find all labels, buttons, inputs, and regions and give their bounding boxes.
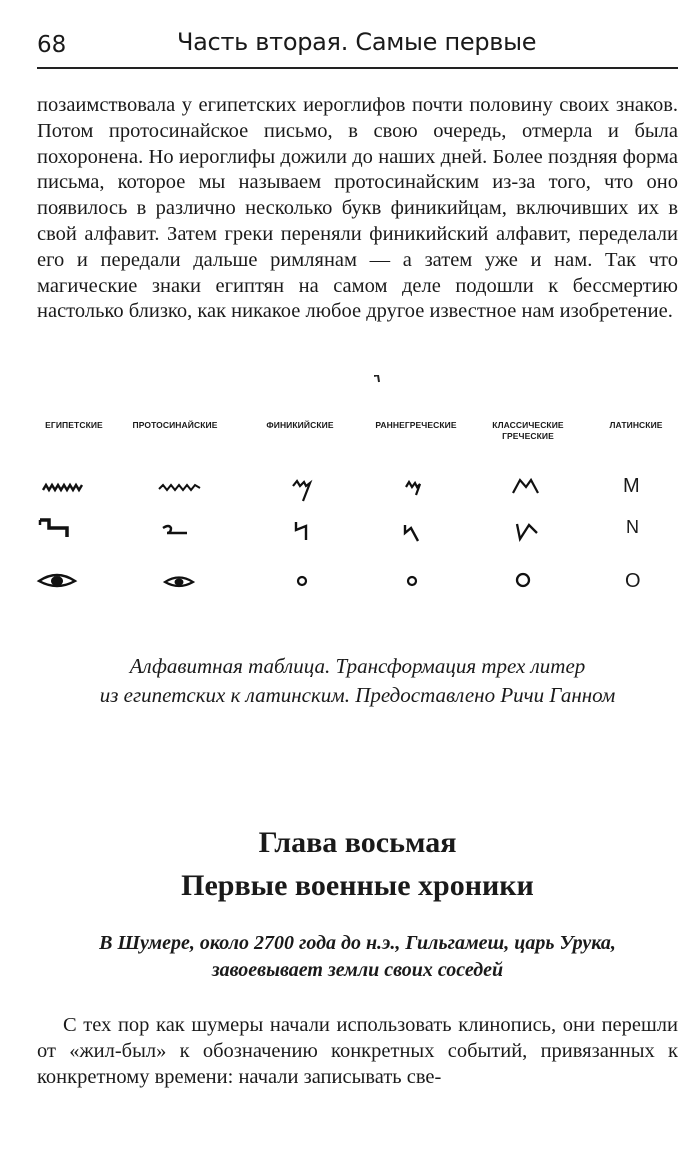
protosinaitic-water-glyph [158,483,202,493]
protosinaitic-snake-glyph [161,524,191,538]
classical-greek-omicron-glyph [515,572,531,588]
figure-caption [37,652,678,710]
column-header-protosinaitic: ПРОТОСИНАЙСКИЕ [132,420,218,430]
closing-paragraph: С тех пор как шумеры начали использовать клинопись, они перешли от «жил-был» к обозначению конкретных событий, привязанных к конкретному времени: начали записывать све- [37,1014,678,1088]
chapter-label: Глава восьмая [258,826,457,859]
column-header-latin: ЛАТИНСКИЕ [609,420,663,430]
protosinaitic-eye-glyph [163,573,195,591]
latin-letter-n: N [626,517,639,537]
early-greek-omicron-glyph [406,575,418,587]
header-rule [37,67,678,69]
running-title: Часть вторая. Самые первые [177,28,537,56]
page-number: 68 [37,32,67,58]
column-header-phoenician: ФИНИКИЙСКИЕ [266,420,334,430]
stray-mark [374,370,380,378]
phoenician-mem-glyph [292,480,314,502]
egyptian-water-glyph [42,483,84,493]
phoenician-nun-glyph [294,520,312,542]
intro-paragraph: позаимствовала у египетских иероглифов почти половину своих знаков. Потом протосинайское письмо, в свою очередь, отмерла и была похоронена. Но иероглифы дожили до наших дней. Более поздняя форма письма, которое мы называем протосинайским из-за того, что оно появилось в различно несколько букв финикийцам, включивших их в свой алфавит. Затем греки переняли финикийский алфавит, переделали его и передали дальше римлянам — а затем уже и нам. Так что магические знаки египтян на самом деле подошли к бессмертию настолько близко, как никакое любое другое известное нам изобретение. [37,94,678,323]
latin-letter-o: O [625,570,641,592]
page-header [37,22,678,66]
column-header-egyptian: ЕГИПЕТСКИЕ [45,420,103,430]
alphabet-table [37,420,678,610]
subtitle-line-1: В Шумере, около 2700 года до н.э., Гильгамеш, царь Урука, [99,932,616,954]
caption-line-1: Алфавитная таблица. Трансформация трех литер [129,654,586,678]
chapter-title: Первые военные хроники [181,869,534,902]
caption-line-2: из египетских к латинским. Предоставлено Ричи Ганном [99,683,616,707]
egyptian-cobra-glyph [37,517,69,541]
classical-greek-nu-glyph [515,521,541,541]
classical-greek-mu-glyph [512,478,540,494]
early-greek-mu-glyph [405,481,423,497]
chapter-subtitle [37,930,678,984]
column-header-early-greek: РАННЕГРЕЧЕСКИЕ [375,420,457,430]
phoenician-ayin-glyph [296,575,308,587]
latin-letter-m: M [623,475,640,497]
subtitle-line-2: завоевывает земли своих соседей [211,959,504,981]
column-header-classical-greek: КЛАССИЧЕСКИЕ ГРЕЧЕСКИЕ [492,420,564,441]
early-greek-nu-glyph [403,523,421,543]
egyptian-eye-glyph [37,571,77,591]
